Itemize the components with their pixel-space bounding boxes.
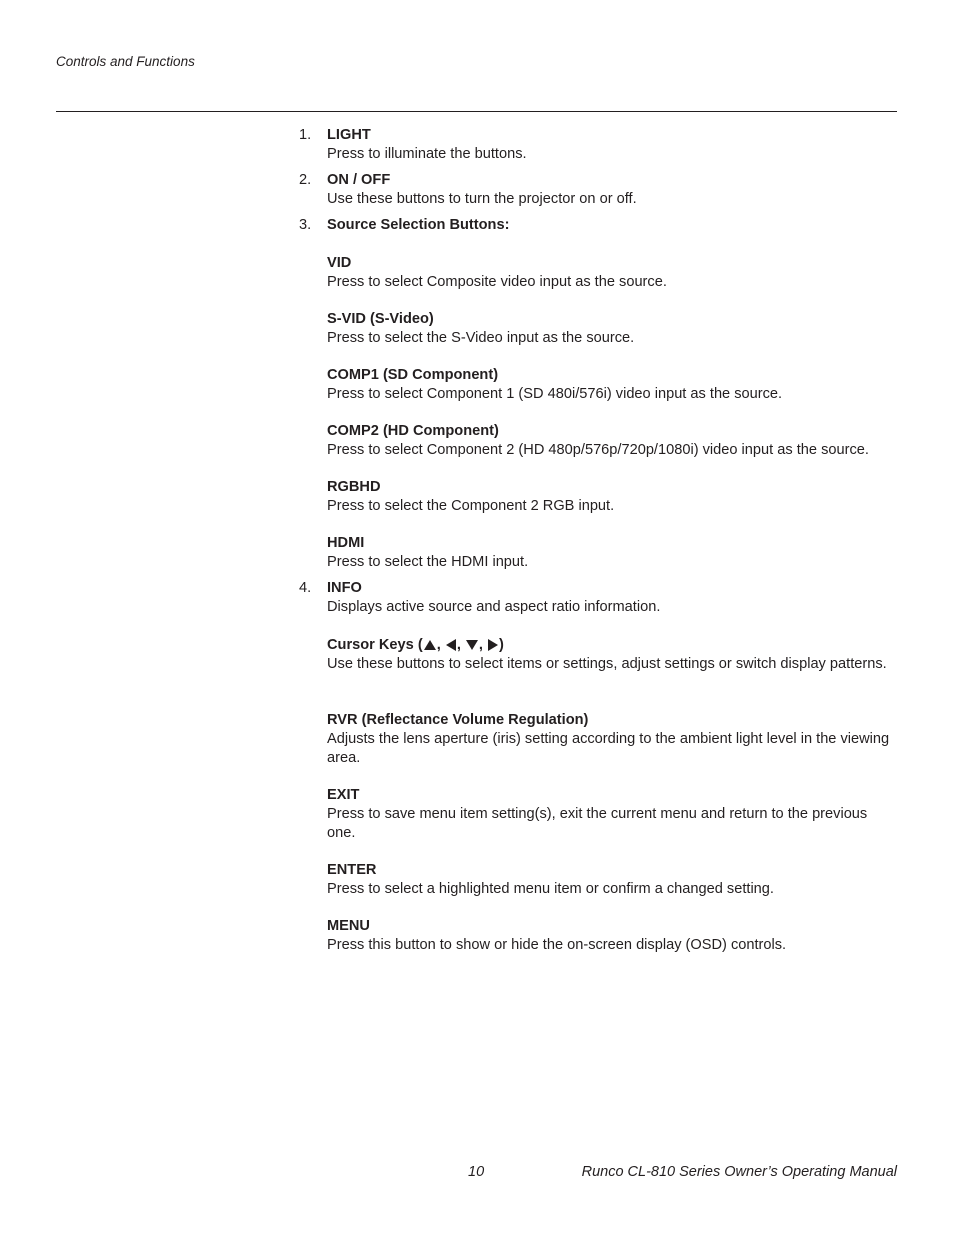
sub-item-hdmi bbox=[327, 534, 897, 572]
sub-item-exit bbox=[327, 786, 897, 843]
sub-item-vid bbox=[327, 254, 897, 292]
manual-title: Runco CL-810 Series Owner’s Operating Manual bbox=[581, 1164, 897, 1180]
item-title: Source Selection Buttons: bbox=[327, 217, 510, 233]
item-title: MENU bbox=[327, 918, 370, 934]
item-description: Press to select Composite video input as the source. bbox=[327, 274, 667, 290]
item-description: Press to select the HDMI input. bbox=[327, 554, 529, 570]
page-number: 10 bbox=[468, 1164, 485, 1180]
sub-item-s-vid bbox=[327, 310, 897, 348]
sub-item-rvr bbox=[327, 711, 897, 768]
item-description: Press to save menu item setting(s), exit the current menu and return to the previous one. bbox=[327, 806, 868, 841]
sub-item-comp2 bbox=[327, 422, 897, 460]
item-description: Press to select a highlighted menu item or confirm a changed setting. bbox=[327, 881, 774, 897]
title-text: Cursor Keys ( bbox=[327, 637, 423, 653]
item-title: INFO bbox=[327, 580, 362, 596]
item-title: ENTER bbox=[327, 862, 377, 878]
item-title: LIGHT bbox=[327, 127, 371, 143]
sub-item-menu bbox=[327, 917, 897, 955]
item-description: Press to select the S-Video input as the source. bbox=[327, 330, 635, 346]
item-number: 3. bbox=[299, 217, 312, 233]
item-title: RGBHD bbox=[327, 479, 381, 495]
running-header: Controls and Functions bbox=[56, 54, 195, 69]
item-title: Cursor Keys ( , , , ) bbox=[327, 637, 504, 653]
item-title: EXIT bbox=[327, 787, 360, 803]
sub-item-cursor-keys bbox=[327, 636, 897, 674]
list-item-on-off bbox=[327, 171, 897, 209]
item-description: Press to illuminate the buttons. bbox=[327, 146, 527, 162]
item-title: COMP1 (SD Component) bbox=[327, 367, 499, 383]
up-arrow-icon bbox=[424, 640, 436, 650]
item-number: 4. bbox=[299, 580, 312, 596]
item-description: Adjusts the lens aperture (iris) setting according to the ambient light level in the viewing area. bbox=[327, 731, 890, 766]
item-title: S-VID (S-Video) bbox=[327, 311, 434, 327]
item-description: Press to select Component 1 (SD 480i/576i) video input as the source. bbox=[327, 386, 783, 402]
item-title: COMP2 (HD Component) bbox=[327, 423, 499, 439]
item-title: VID bbox=[327, 255, 352, 271]
item-title: HDMI bbox=[327, 535, 365, 551]
item-number: 2. bbox=[299, 172, 312, 188]
list-item-light bbox=[327, 126, 897, 164]
item-description: Use these buttons to turn the projector on or off. bbox=[327, 191, 637, 207]
left-arrow-icon bbox=[446, 639, 456, 651]
sub-item-rgbhd bbox=[327, 478, 897, 516]
sub-item-enter bbox=[327, 861, 897, 899]
list-item-info bbox=[327, 579, 897, 617]
right-arrow-icon bbox=[488, 639, 498, 651]
item-title: RVR (Reflectance Volume Regulation) bbox=[327, 712, 589, 728]
item-description: Press to select Component 2 (HD 480p/576p/720p/1080i) video input as the source. bbox=[327, 442, 869, 458]
item-description: Press to select the Component 2 RGB input. bbox=[327, 498, 615, 514]
item-number: 1. bbox=[299, 127, 312, 143]
sub-item-comp1 bbox=[327, 366, 897, 404]
item-description: Displays active source and aspect ratio information. bbox=[327, 599, 661, 615]
item-title: ON / OFF bbox=[327, 172, 391, 188]
item-description: Press this button to show or hide the on-screen display (OSD) controls. bbox=[327, 937, 787, 953]
header-rule bbox=[56, 111, 897, 112]
list-item-source-selection bbox=[327, 216, 897, 235]
down-arrow-icon bbox=[466, 640, 478, 650]
item-description: Use these buttons to select items or settings, adjust settings or switch display patterns. bbox=[327, 656, 887, 672]
